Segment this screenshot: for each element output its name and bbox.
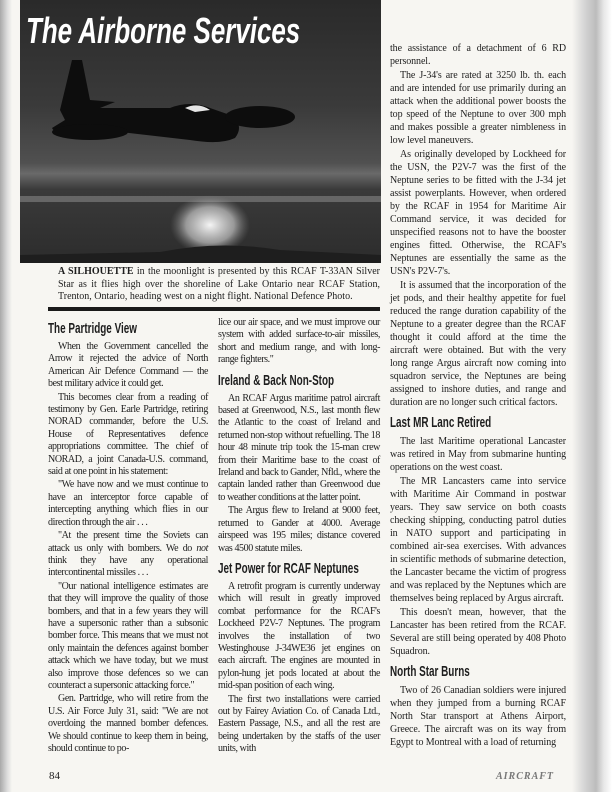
- paragraph: Two of 26 Canadian soldiers were injured when they jumped from a burning RCAF North Star transport at Athens Airport, Greece. The aircraft was on its way from Egypt to Montreal with a load of returning: [390, 685, 566, 748]
- paragraph: This becomes clear from a reading of testimony by Gen. Earle Partridge, retiring NORAD commander, before the U.S. House of Representatives defence appropriations committee. The chief of NORAD, a joint Canada-U.S. command, said at one point in his statement:: [48, 391, 208, 478]
- paragraph-text: "At the present time the Soviets can attack us only with bombers. We do: [48, 530, 208, 554]
- page-title: The Airborne Services: [26, 10, 301, 51]
- page-binding-shadow-left: [0, 0, 12, 792]
- caption-text: in the moonlight is presented by this RCAF T-33AN Silver Star as it flies high over the shoreline of Lake Ontario near RCAF Station, Trenton, Ontario, heading west on a night flight. National Defence Photo.: [58, 266, 380, 302]
- paragraph: The MR Lancasters came into service with Maritime Air Command in postwar years. They saw service on both coasts checking shipping, conducting patrol duties in NATO support and participating in combined air-sea exercises. With advances in scientific methods of submarine detection, the Lancaster became the victim of progress and was replaced by the Neptunes which are themselves being replaced by Argus aircraft.: [390, 476, 566, 604]
- paragraph: It is assumed that the incorporation of the jet pods, and their healthy appetite for fuel reduced the range duration capability of the Neptune to a greater degree than the RCAF thought it could afford at the time the aircraft were obtained. But with the very long range Argus aircraft now coming into squadron service, the Neptunes are being assigned to inshore duties, and range and duration are no longer such critical factors.: [390, 280, 566, 408]
- paragraph: lice our air space, and we must improve our system with added surface-to-air missiles, short and medium range, and with long-range fighters.": [218, 317, 380, 366]
- paragraph: The first two installations were carried out by Fairey Aviation Co. of Canada Ltd., Eastern Passage, N.S., and all the rest are being undertaken by the staffs of the user units, with: [218, 693, 380, 755]
- paragraph: When the Government cancelled the Arrow it rejected the advice of North American Air Defence Command — the best military advice it could get.: [48, 341, 208, 390]
- section-heading: North Star Burns: [390, 663, 470, 680]
- magazine-name: AIRCRAFT: [496, 771, 555, 782]
- section-divider: [48, 307, 380, 311]
- paragraph: As originally developed by Lockheed for the USN, the P2V-7 was the first of the Neptune series to be fitted with the J-34 jet assist powerplants. However, when ordered by the RCAF in 1954 for Maritime Air Command service, it was decided for unspecified reasons not to have the booster engines fitted. Otherwise, the RCAF's Neptunes are essentially the same as the USN's P2V-7's.: [390, 149, 566, 277]
- section-heading: The Partridge View: [48, 320, 137, 337]
- page-number: 84: [49, 770, 60, 782]
- section-heading: Last MR Lanc Retired: [390, 414, 492, 431]
- paragraph: "We have now and we must continue to have an interceptor force capable of intercepting anything which flies in our direction through the air . . .: [48, 479, 208, 528]
- article-column-2: [218, 317, 380, 757]
- paragraph: [48, 530, 208, 580]
- page-binding-shadow-right: [572, 0, 612, 792]
- paragraph: A retrofit program is currently underway which will result in greatly improved combat performance for the RCAF's Lockheed P2V-7 Neptunes. The program involves the installation of two Westinghouse J-34WE36 jet engines on each aircraft. The engines are mounted in pylon-hung jet pods located at about the mid-span position of each wing.: [218, 580, 380, 692]
- paragraph: "Our national intelligence estimates are that they will improve the quality of those bombers, and that in a few years they will have a supersonic rather than a subsonic bomber force. This means that we must not only maintain the defences against bomber attack which we have today, but we must also improve those defences so we can counteract a supersonic attacking force.": [48, 580, 208, 691]
- emphasis-text: not: [196, 542, 208, 554]
- article-column-1: [48, 315, 208, 756]
- aircraft-night-photo: [20, 0, 381, 263]
- paragraph: the assistance of a detachment of 6 RD personnel.: [390, 43, 566, 67]
- caption-lead: A SILHOUETTE: [58, 266, 134, 277]
- article-column-3: [390, 42, 566, 750]
- paragraph: The J-34's are rated at 3250 lb. th. each and are intended for use primarily during an attack when the additional power boosts the top speed of the Neptune to over 300 mph and makes possible a greater nimbleness in low level maneuvers.: [390, 70, 566, 146]
- paragraph: The last Maritime operational Lancaster was retired in May from submarine hunting operations on the west coast.: [390, 436, 566, 473]
- paragraph: The Argus flew to Ireland at 9000 feet, returned to Gander at 4000. Average airspeed was 195 miles; distance covered was 4500 statute miles.: [218, 505, 380, 554]
- paragraph: Gen. Partridge, who will retire from the U.S. Air Force July 31, said: "We are not overdoing the manned bomber defences. We should continue to keep them in being, should continue to po-: [48, 693, 208, 754]
- paragraph-text: think they have any operational intercontinental missiles . . .: [48, 554, 208, 579]
- section-heading: Ireland & Back Non-Stop: [218, 371, 335, 389]
- photo-caption: [58, 266, 380, 304]
- section-heading: Jet Power for RCAF Neptunes: [218, 559, 359, 577]
- paragraph: An RCAF Argus maritime patrol aircraft based at Greenwood, N.S., last month flew the Atlantic to the coast of Ireland and returned non-stop without refuelling. The 18 hour 48 minute trip took the 15-man crew from their Maritime base to the coast of Ireland and back to Gander, Nfld., where the captain landed rather than Greenwood due to weather conditions at the latter point.: [218, 392, 380, 503]
- paragraph: This doesn't mean, however, that the Lancaster has been retired from the RCAF. Several are still being operated by 408 Photo Squadron.: [390, 607, 566, 657]
